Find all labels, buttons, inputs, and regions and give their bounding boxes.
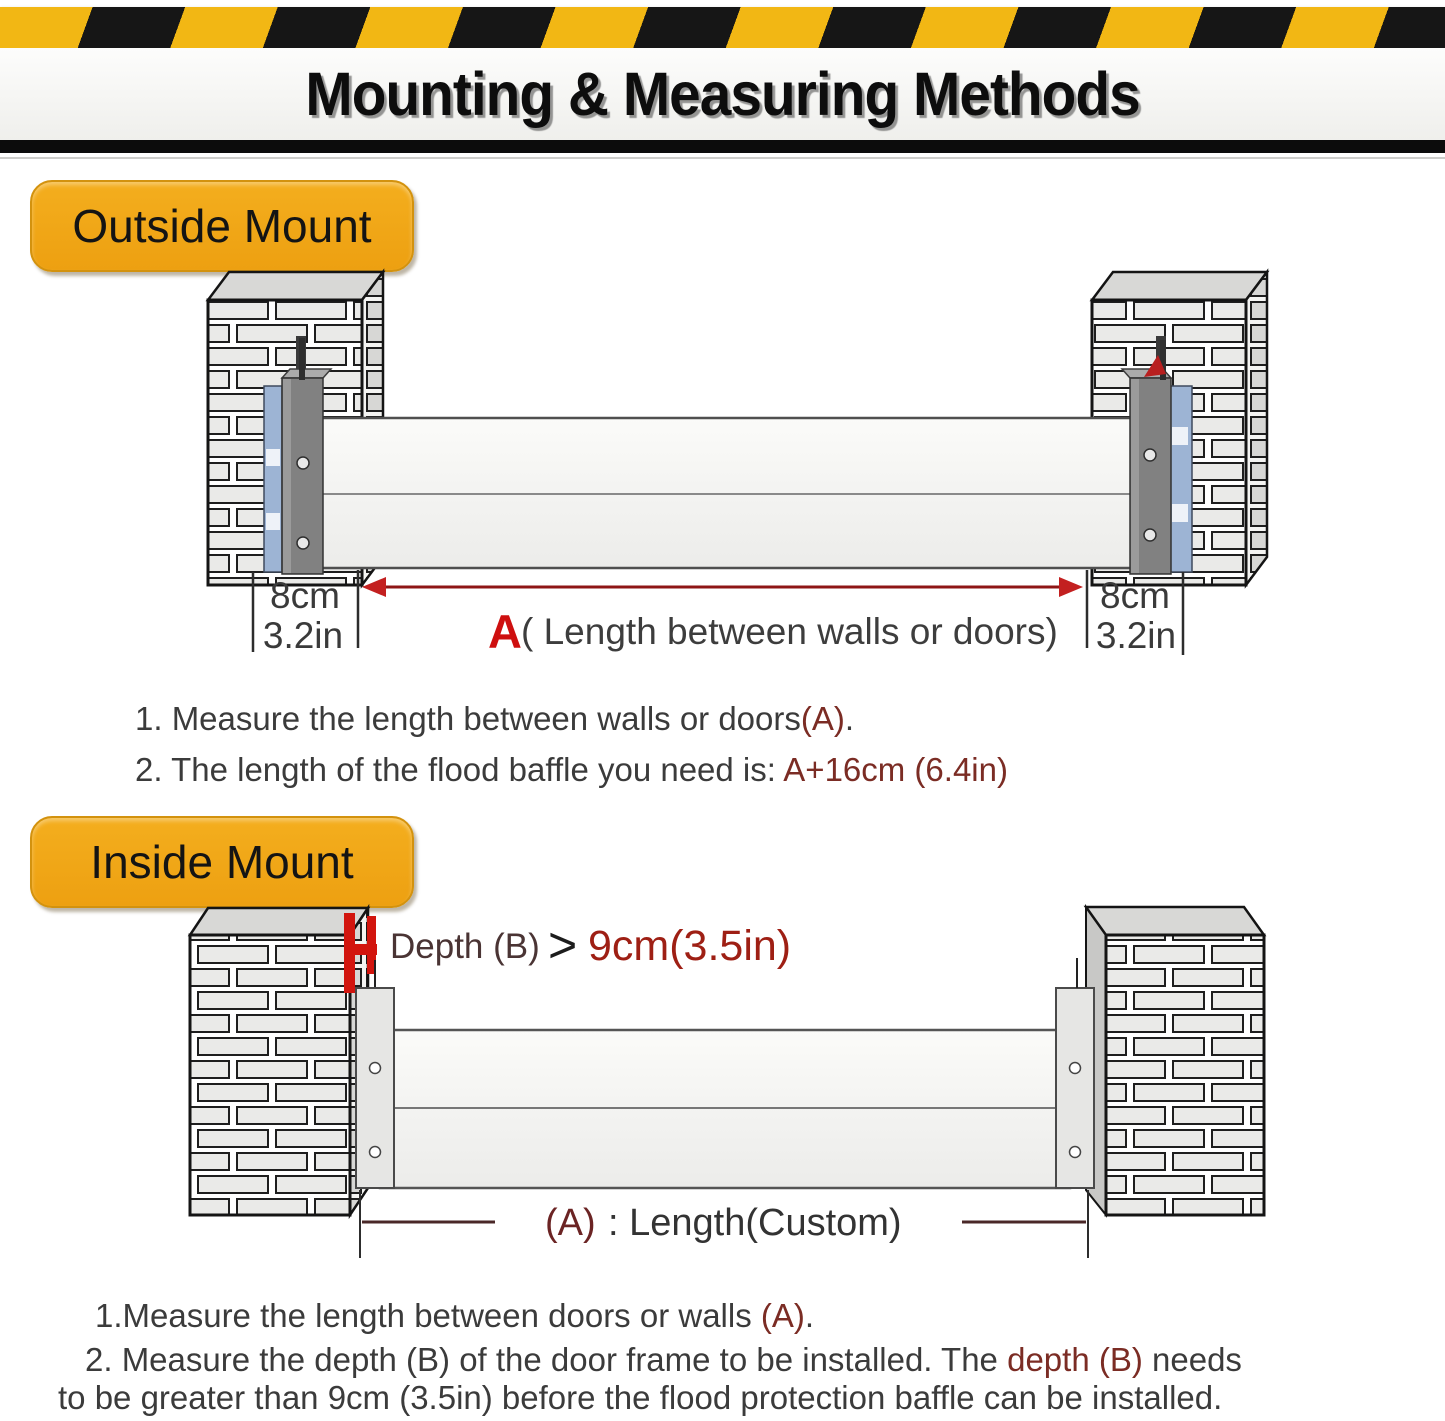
outside-step-1: 1. Measure the length between walls or doors(A). [135, 700, 855, 737]
inside-mount-badge-label: Inside Mount [90, 836, 354, 888]
left-offset-cm: 8cm [270, 575, 340, 616]
banner-divider-bar [0, 140, 1445, 153]
screw-icon [1070, 1147, 1081, 1158]
span-label-text: ( Length between walls or doors) [521, 611, 1058, 652]
depth-label-value: 9cm(3.5in) [588, 922, 792, 970]
title-band [0, 48, 1445, 140]
outside-step-2: 2. The length of the flood baffle you need is: A+16cm (6.4in) [135, 751, 1008, 788]
brick-pillar-right [1086, 907, 1264, 1215]
length-label-a: (A) [545, 1202, 596, 1244]
mounting-channel-right [1056, 958, 1094, 1188]
page-title: Mounting & Measuring Methods [305, 60, 1140, 128]
inside-mount-badge [30, 816, 414, 908]
outside-mount-diagram [0, 260, 1445, 680]
inside-mount-step-2 [58, 1341, 1242, 1417]
outside-mount-steps [135, 693, 1008, 795]
flood-barrier [380, 1030, 1070, 1188]
span-label-a: A [488, 605, 522, 658]
brick-pillar-left [190, 908, 368, 1215]
depth-label-gt: > [548, 917, 578, 973]
screw-icon [1144, 529, 1156, 541]
banner-divider-line [0, 157, 1445, 159]
screw-icon [297, 537, 309, 549]
screw-icon [370, 1147, 381, 1158]
channel-rod [299, 338, 305, 380]
inside-step-2-line-2: to be greater than 9cm (3.5in) before the flood protection baffle can be installed. [58, 1379, 1223, 1416]
left-offset-inch: 3.2in [262, 615, 344, 656]
flood-barrier [310, 418, 1140, 568]
inside-step-2-line-1: 2. Measure the depth (B) of the door frame to be installed. The depth (B) needs [85, 1341, 1242, 1378]
screw-icon [1070, 1063, 1081, 1074]
depth-label-text: Depth (B) [390, 927, 540, 966]
screw-icon [1144, 449, 1156, 461]
mounting-channel-right [1122, 340, 1171, 574]
screw-icon [370, 1063, 381, 1074]
mounting-channel-left [356, 988, 394, 1188]
outside-mount-badge [30, 180, 414, 272]
dimension-arrow-icon [362, 577, 1083, 597]
hazard-stripe-banner [0, 7, 1445, 48]
outside-mount-badge-label: Outside Mount [72, 200, 372, 252]
inside-mount-diagram [0, 900, 1445, 1268]
length-label-text: : Length(Custom) [608, 1202, 902, 1244]
right-offset-inch: 3.2in [1095, 615, 1177, 656]
right-offset-cm: 8cm [1100, 575, 1170, 616]
mounting-channel-left [282, 338, 331, 574]
inside-mount-step-1: 1.Measure the length between doors or walls (A). [95, 1297, 815, 1334]
seal-strip-left [264, 386, 282, 572]
screw-icon [297, 457, 309, 469]
